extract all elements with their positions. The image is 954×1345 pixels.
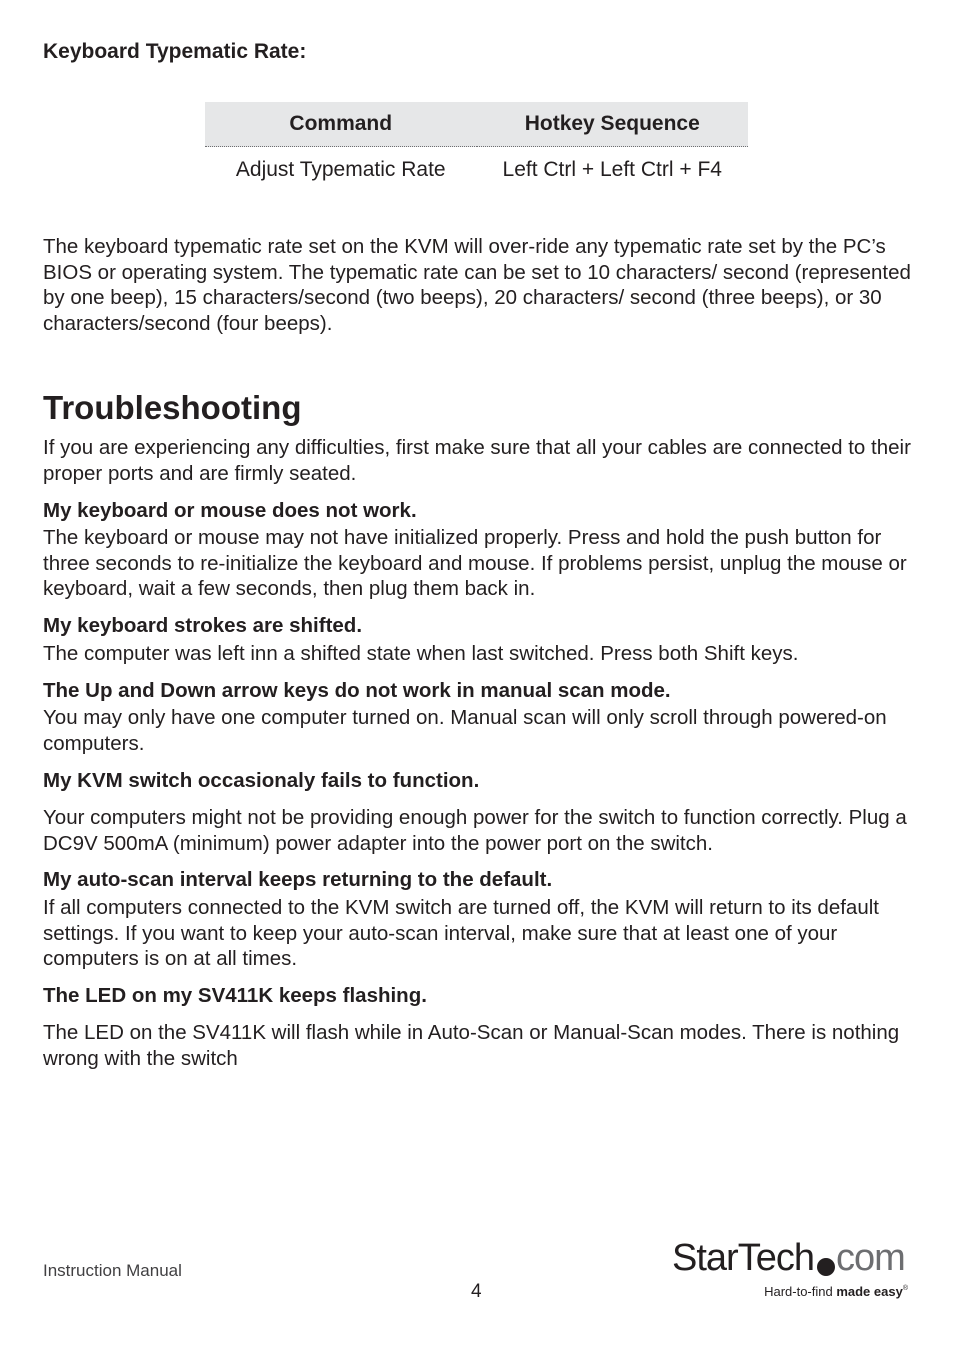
typematic-description: The keyboard typematic rate set on the KVM will over-ride any typematic rate set by the PC’s BIOS or operating system. The typematic rate can be set to 10 characters/ second (represented by one beep), 15 characters/second (two beeps), 20 characters/ second (three beeps), or 30 characters/second (four beeps).: [43, 235, 911, 335]
faq-answer: The computer was left inn a shifted state when last switched. Press both Shift keys.: [43, 642, 799, 665]
faq-question: The LED on my SV411K keeps flashing.: [43, 984, 427, 1007]
faq-answer: If all computers connected to the KVM switch are turned off, the KVM will return to its default settings. If you want to keep your auto-scan interval, make sure that at least one of your computers is on at all times.: [43, 896, 879, 970]
table-cell-hotkey: Left Ctrl + Left Ctrl + F4: [502, 158, 722, 181]
startech-logo: [672, 1234, 912, 1302]
faq-answer: The keyboard or mouse may not have initialized properly. Press and hold the push button for three seconds to re-initialize the keyboard and mouse. If problems persist, unplug the mouse or keyboard, wait a few seconds, then plug them back in.: [43, 526, 907, 600]
table-header-hotkey: Hotkey Sequence: [477, 102, 749, 147]
section-title: Troubleshooting: [43, 389, 302, 426]
table-row: [205, 147, 748, 194]
table-cell-command: Adjust Typematic Rate: [235, 158, 446, 181]
faq-answer: The LED on the SV411K will flash while in Auto-Scan or Manual-Scan modes. There is nothing wrong with the switch: [43, 1021, 900, 1070]
faq-question: The Up and Down arrow keys do not work in manual scan mode.: [43, 679, 671, 702]
troubleshooting-intro: If you are experiencing any difficulties, first make sure that all your cables are connected to their proper ports and are firmly seated.: [43, 436, 911, 485]
faq-question: My keyboard or mouse does not work.: [43, 499, 417, 522]
faq-answer: Your computers might not be providing enough power for the switch to function correctly. Plug a DC9V 500mA (minimum) power adapter into the power port on the switch.: [43, 806, 907, 855]
logo-wordmark: StarTech com: [672, 1237, 905, 1279]
logo-tagline: Hard-to-find made easy®: [764, 1284, 908, 1299]
faq-answer: You may only have one computer turned on. Manual scan will only scroll through powered-on computers.: [43, 706, 887, 755]
typematic-heading: Keyboard Typematic Rate:: [43, 40, 307, 63]
page-number: 4: [471, 1281, 482, 1302]
footer-label: Instruction Manual: [43, 1261, 182, 1280]
table-header-command: Command: [205, 102, 477, 147]
faq-question: My KVM switch occasionaly fails to function.: [43, 769, 480, 792]
hotkey-table: [205, 102, 748, 193]
faq-question: My keyboard strokes are shifted.: [43, 614, 363, 637]
table-header-row: [205, 102, 748, 147]
logo-dot-icon: [817, 1258, 835, 1276]
faq-question: My auto-scan interval keeps returning to the default.: [43, 868, 553, 891]
